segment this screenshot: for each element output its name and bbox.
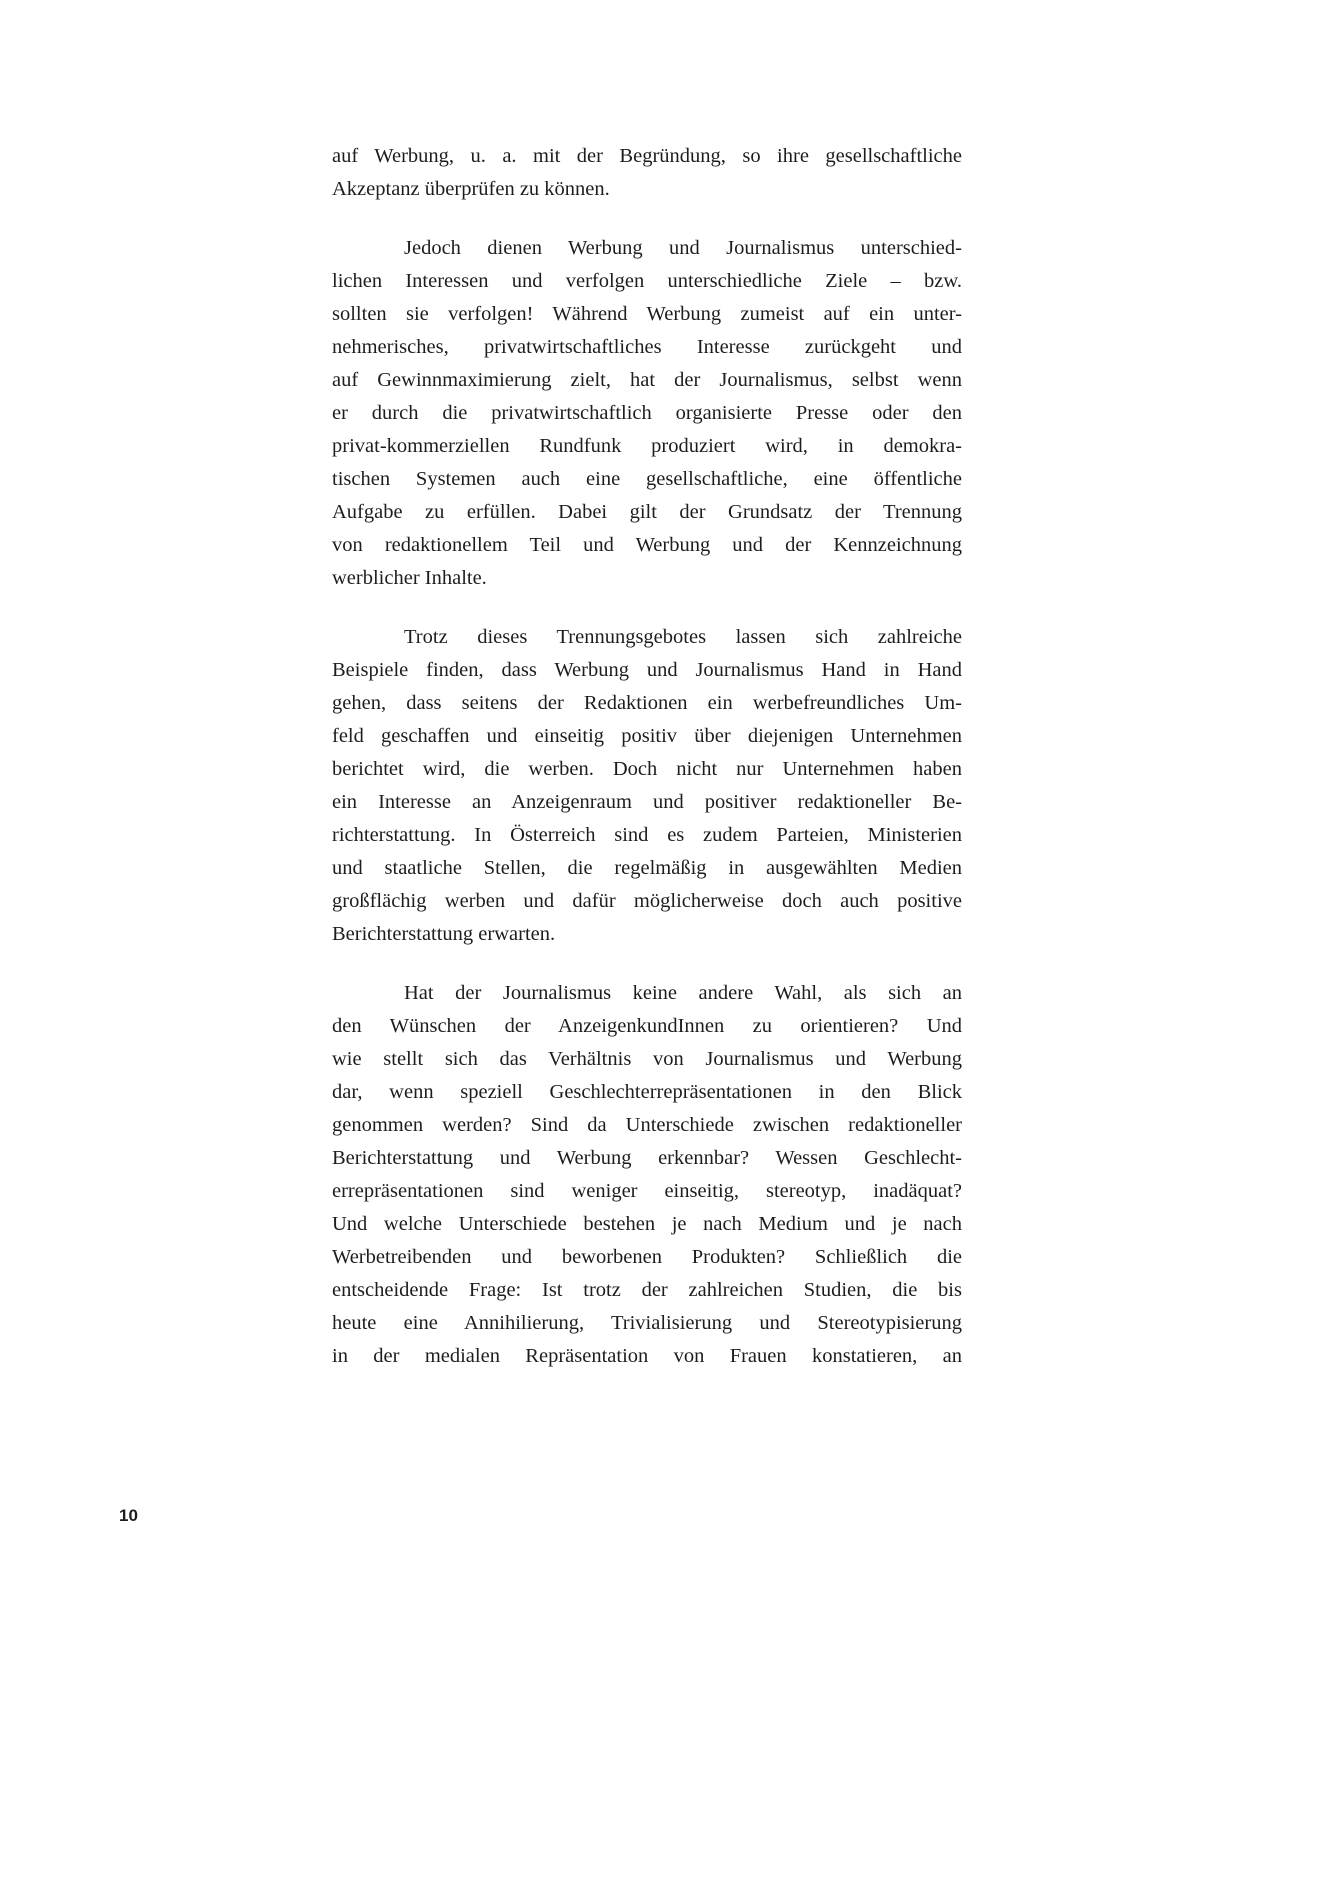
text-line: tischen Systemen auch eine gesellschaftliche, eine öffentliche bbox=[332, 468, 962, 490]
paragraph-3 bbox=[332, 621, 962, 951]
paragraph-1 bbox=[332, 140, 962, 206]
text-line: errepräsentationen sind weniger einseitig, stereotyp, inadäquat? bbox=[332, 1180, 962, 1202]
text-line: berichtet wird, die werben. Doch nicht nur Unternehmen haben bbox=[332, 758, 962, 780]
page-body bbox=[332, 140, 962, 1399]
text-line: auf Werbung, u. a. mit der Begründung, so ihre gesellschaftliche bbox=[332, 145, 962, 167]
text-line: Jedoch dienen Werbung und Journalismus unterschied- bbox=[404, 237, 962, 259]
text-line: Hat der Journalismus keine andere Wahl, als sich an bbox=[404, 982, 962, 1004]
text-line: Akzeptanz überprüfen zu können. bbox=[332, 178, 610, 200]
text-line: Aufgabe zu erfüllen. Dabei gilt der Grundsatz der Trennung bbox=[332, 501, 962, 523]
text-line: richterstattung. In Österreich sind es zudem Parteien, Ministerien bbox=[332, 824, 962, 846]
text-line: Werbetreibenden und beworbenen Produkten? Schließlich die bbox=[332, 1246, 962, 1268]
paragraph-2 bbox=[332, 232, 962, 595]
text-line: Berichterstattung erwarten. bbox=[332, 923, 556, 945]
text-line: privat-kommerziellen Rundfunk produziert wird, in demokra- bbox=[332, 435, 962, 457]
text-line: Beispiele finden, dass Werbung und Journalismus Hand in Hand bbox=[332, 659, 962, 681]
text-line: den Wünschen der AnzeigenkundInnen zu orientieren? Und bbox=[332, 1015, 962, 1037]
text-line: heute eine Annihilierung, Trivialisierung und Stereotypisierung bbox=[332, 1312, 962, 1334]
text-line: werblicher Inhalte. bbox=[332, 567, 487, 589]
text-line: auf Gewinnmaximierung zielt, hat der Journalismus, selbst wenn bbox=[332, 369, 962, 391]
text-line: er durch die privatwirtschaftlich organisierte Presse oder den bbox=[332, 402, 962, 424]
text-line: dar, wenn speziell Geschlechterrepräsentationen in den Blick bbox=[332, 1081, 962, 1103]
text-line: in der medialen Repräsentation von Frauen konstatieren, an bbox=[332, 1345, 962, 1367]
text-line: und staatliche Stellen, die regelmäßig in ausgewählten Medien bbox=[332, 857, 962, 879]
text-line: lichen Interessen und verfolgen unterschiedliche Ziele – bzw. bbox=[332, 270, 962, 292]
text-line: Berichterstattung und Werbung erkennbar? Wessen Geschlecht- bbox=[332, 1147, 962, 1169]
text-line: entscheidende Frage: Ist trotz der zahlreichen Studien, die bis bbox=[332, 1279, 962, 1301]
page-number: 10 bbox=[119, 1506, 138, 1525]
text-line: nehmerisches, privatwirtschaftliches Interesse zurückgeht und bbox=[332, 336, 962, 358]
text-line: genommen werden? Sind da Unterschiede zwischen redaktioneller bbox=[332, 1114, 962, 1136]
text-line: großflächig werben und dafür möglicherweise doch auch positive bbox=[332, 890, 962, 912]
paragraph-4 bbox=[332, 977, 962, 1373]
text-line: von redaktionellem Teil und Werbung und der Kennzeichnung bbox=[332, 534, 962, 556]
text-line: Und welche Unterschiede bestehen je nach Medium und je nach bbox=[332, 1213, 962, 1235]
text-line: feld geschaffen und einseitig positiv über diejenigen Unternehmen bbox=[332, 725, 962, 747]
text-line: Trotz dieses Trennungsgebotes lassen sich zahlreiche bbox=[404, 626, 962, 648]
text-line: sollten sie verfolgen! Während Werbung zumeist auf ein unter- bbox=[332, 303, 962, 325]
text-line: ein Interesse an Anzeigenraum und positiver redaktioneller Be- bbox=[332, 791, 962, 813]
text-line: wie stellt sich das Verhältnis von Journalismus und Werbung bbox=[332, 1048, 962, 1070]
text-line: gehen, dass seitens der Redaktionen ein werbefreundliches Um- bbox=[332, 692, 962, 714]
